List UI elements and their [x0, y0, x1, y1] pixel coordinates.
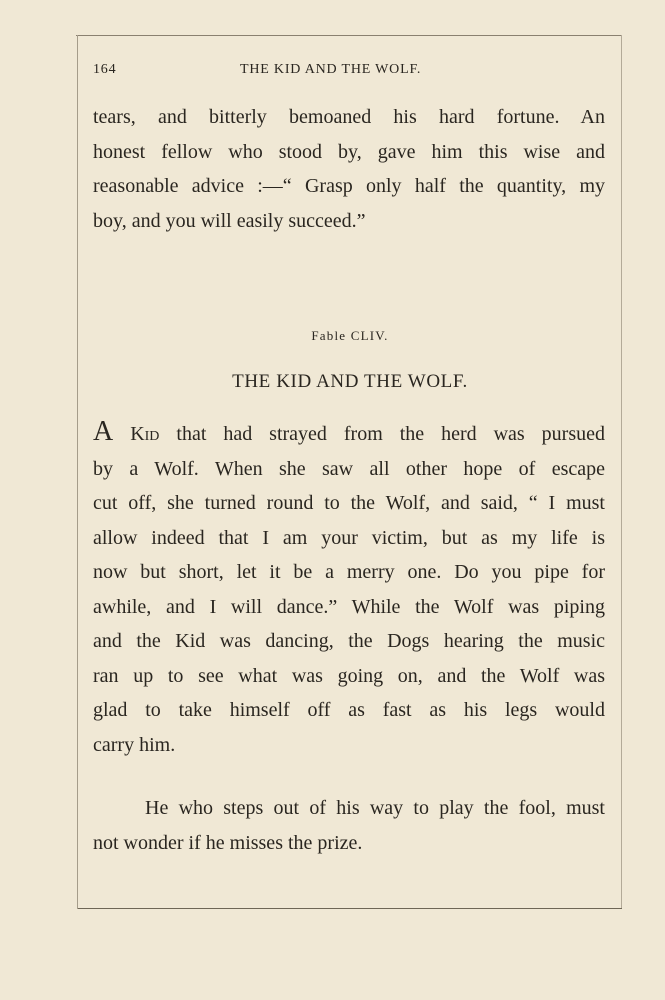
page-frame-bottom-rule: [78, 908, 622, 909]
text-line: glad to take himself off as fast as his legs would: [93, 699, 605, 721]
fable-moral: [93, 791, 605, 860]
text-line: carry him.: [93, 733, 176, 756]
page-frame-top-rule: [76, 35, 622, 36]
moral-line: He who steps out of his way to play the fool, must: [145, 797, 605, 819]
first-line-rest: that had strayed from the herd was pursued: [159, 423, 605, 445]
fable-first-line: [93, 415, 605, 452]
text-line: ran up to see what was going on, and the Wolf was: [93, 664, 605, 687]
text-line: boy, and you will easily succeed.”: [93, 209, 366, 232]
page-frame-left-edge: [77, 35, 78, 909]
fable-title: THE KID AND THE WOLF.: [232, 371, 468, 392]
first-word: Kid: [130, 423, 160, 445]
text-line: cut off, she turned round to the Wolf, and said, “ I must: [93, 492, 605, 514]
running-title: THE KID AND THE WOLF.: [240, 62, 422, 77]
page-number: 164: [93, 62, 117, 77]
text-line: now but short, let it be a merry one. Do you pipe for: [93, 561, 605, 583]
moral-line: not wonder if he misses the prize.: [93, 831, 363, 854]
text-line: honest fellow who stood by, gave him this wise and: [93, 140, 605, 163]
text-line: awhile, and I will dance.” While the Wolf was piping: [93, 595, 605, 618]
text-line: reasonable advice :—“ Grasp only half the quantity, my: [93, 175, 605, 197]
text-line: allow indeed that I am your victim, but as my life is: [93, 526, 605, 549]
running-head: [93, 62, 605, 82]
page-frame-right-edge: [621, 35, 622, 909]
text-line: by a Wolf. When she saw all other hope of escape: [93, 457, 605, 480]
drop-initial: A: [93, 416, 114, 447]
fable-body: [93, 415, 605, 762]
text-line: tears, and bitterly bemoaned his hard fortune. An: [93, 106, 605, 128]
previous-fable-ending: [93, 100, 605, 238]
text-line: and the Kid was dancing, the Dogs hearing the music: [93, 630, 605, 652]
fable-number: Fable CLIV.: [311, 328, 389, 343]
